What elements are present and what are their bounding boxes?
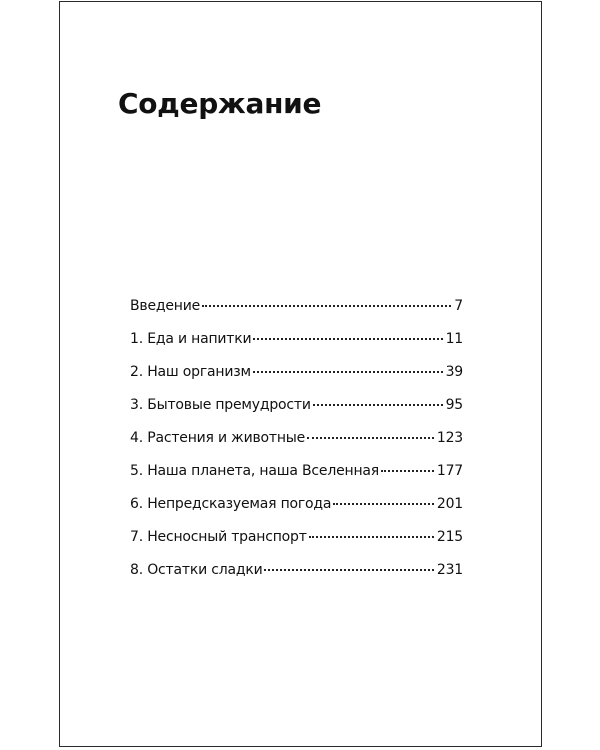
- toc-entry-chapter-7[interactable]: [130, 521, 463, 554]
- dot-leader: [333, 503, 434, 505]
- dot-leader: [309, 536, 434, 538]
- dot-leader: [313, 404, 443, 406]
- toc-entry-chapter-2[interactable]: [130, 356, 463, 389]
- toc-entry-label: Введение: [130, 298, 201, 314]
- toc-entry-introduction[interactable]: [130, 290, 463, 323]
- toc-entry-label: 6. Непредсказуемая погода: [130, 496, 332, 512]
- table-of-contents: [130, 290, 463, 587]
- toc-entry-page-number: 231: [436, 562, 463, 578]
- dot-leader: [264, 569, 433, 571]
- dot-leader: [381, 470, 434, 472]
- toc-entry-page-number: 123: [436, 430, 463, 446]
- dot-leader: [202, 305, 451, 307]
- toc-entry-page-number: 177: [436, 463, 463, 479]
- page-title: Содержание: [118, 87, 322, 120]
- toc-entry-chapter-8[interactable]: [130, 554, 463, 587]
- toc-entry-page-number: 95: [445, 397, 463, 413]
- toc-entry-chapter-3[interactable]: [130, 389, 463, 422]
- toc-entry-page-number: 39: [445, 364, 463, 380]
- toc-entry-page-number: 201: [436, 496, 463, 512]
- toc-entry-chapter-4[interactable]: [130, 422, 463, 455]
- toc-entry-label: 3. Бытовые премудрости: [130, 397, 311, 413]
- toc-entry-label: 5. Наша планета, наша Вселенная: [130, 463, 379, 479]
- toc-entry-chapter-1[interactable]: [130, 323, 463, 356]
- toc-entry-label: 7. Несносный транспорт: [130, 529, 307, 545]
- toc-entry-chapter-6[interactable]: [130, 488, 463, 521]
- toc-entry-label: 2. Наш организм: [130, 364, 251, 380]
- toc-entry-chapter-5[interactable]: [130, 455, 463, 488]
- toc-entry-label: 1. Еда и напитки: [130, 331, 252, 347]
- book-page: [59, 1, 542, 747]
- toc-entry-page-number: 11: [445, 331, 463, 347]
- toc-entry-page-number: 215: [436, 529, 463, 545]
- toc-entry-label: 8. Остатки сладки: [130, 562, 263, 578]
- toc-entry-label: 4. Растения и животные: [130, 430, 306, 446]
- dot-leader: [253, 371, 443, 373]
- dot-leader: [307, 437, 434, 439]
- dot-leader: [253, 338, 442, 340]
- toc-entry-page-number: 7: [454, 298, 463, 314]
